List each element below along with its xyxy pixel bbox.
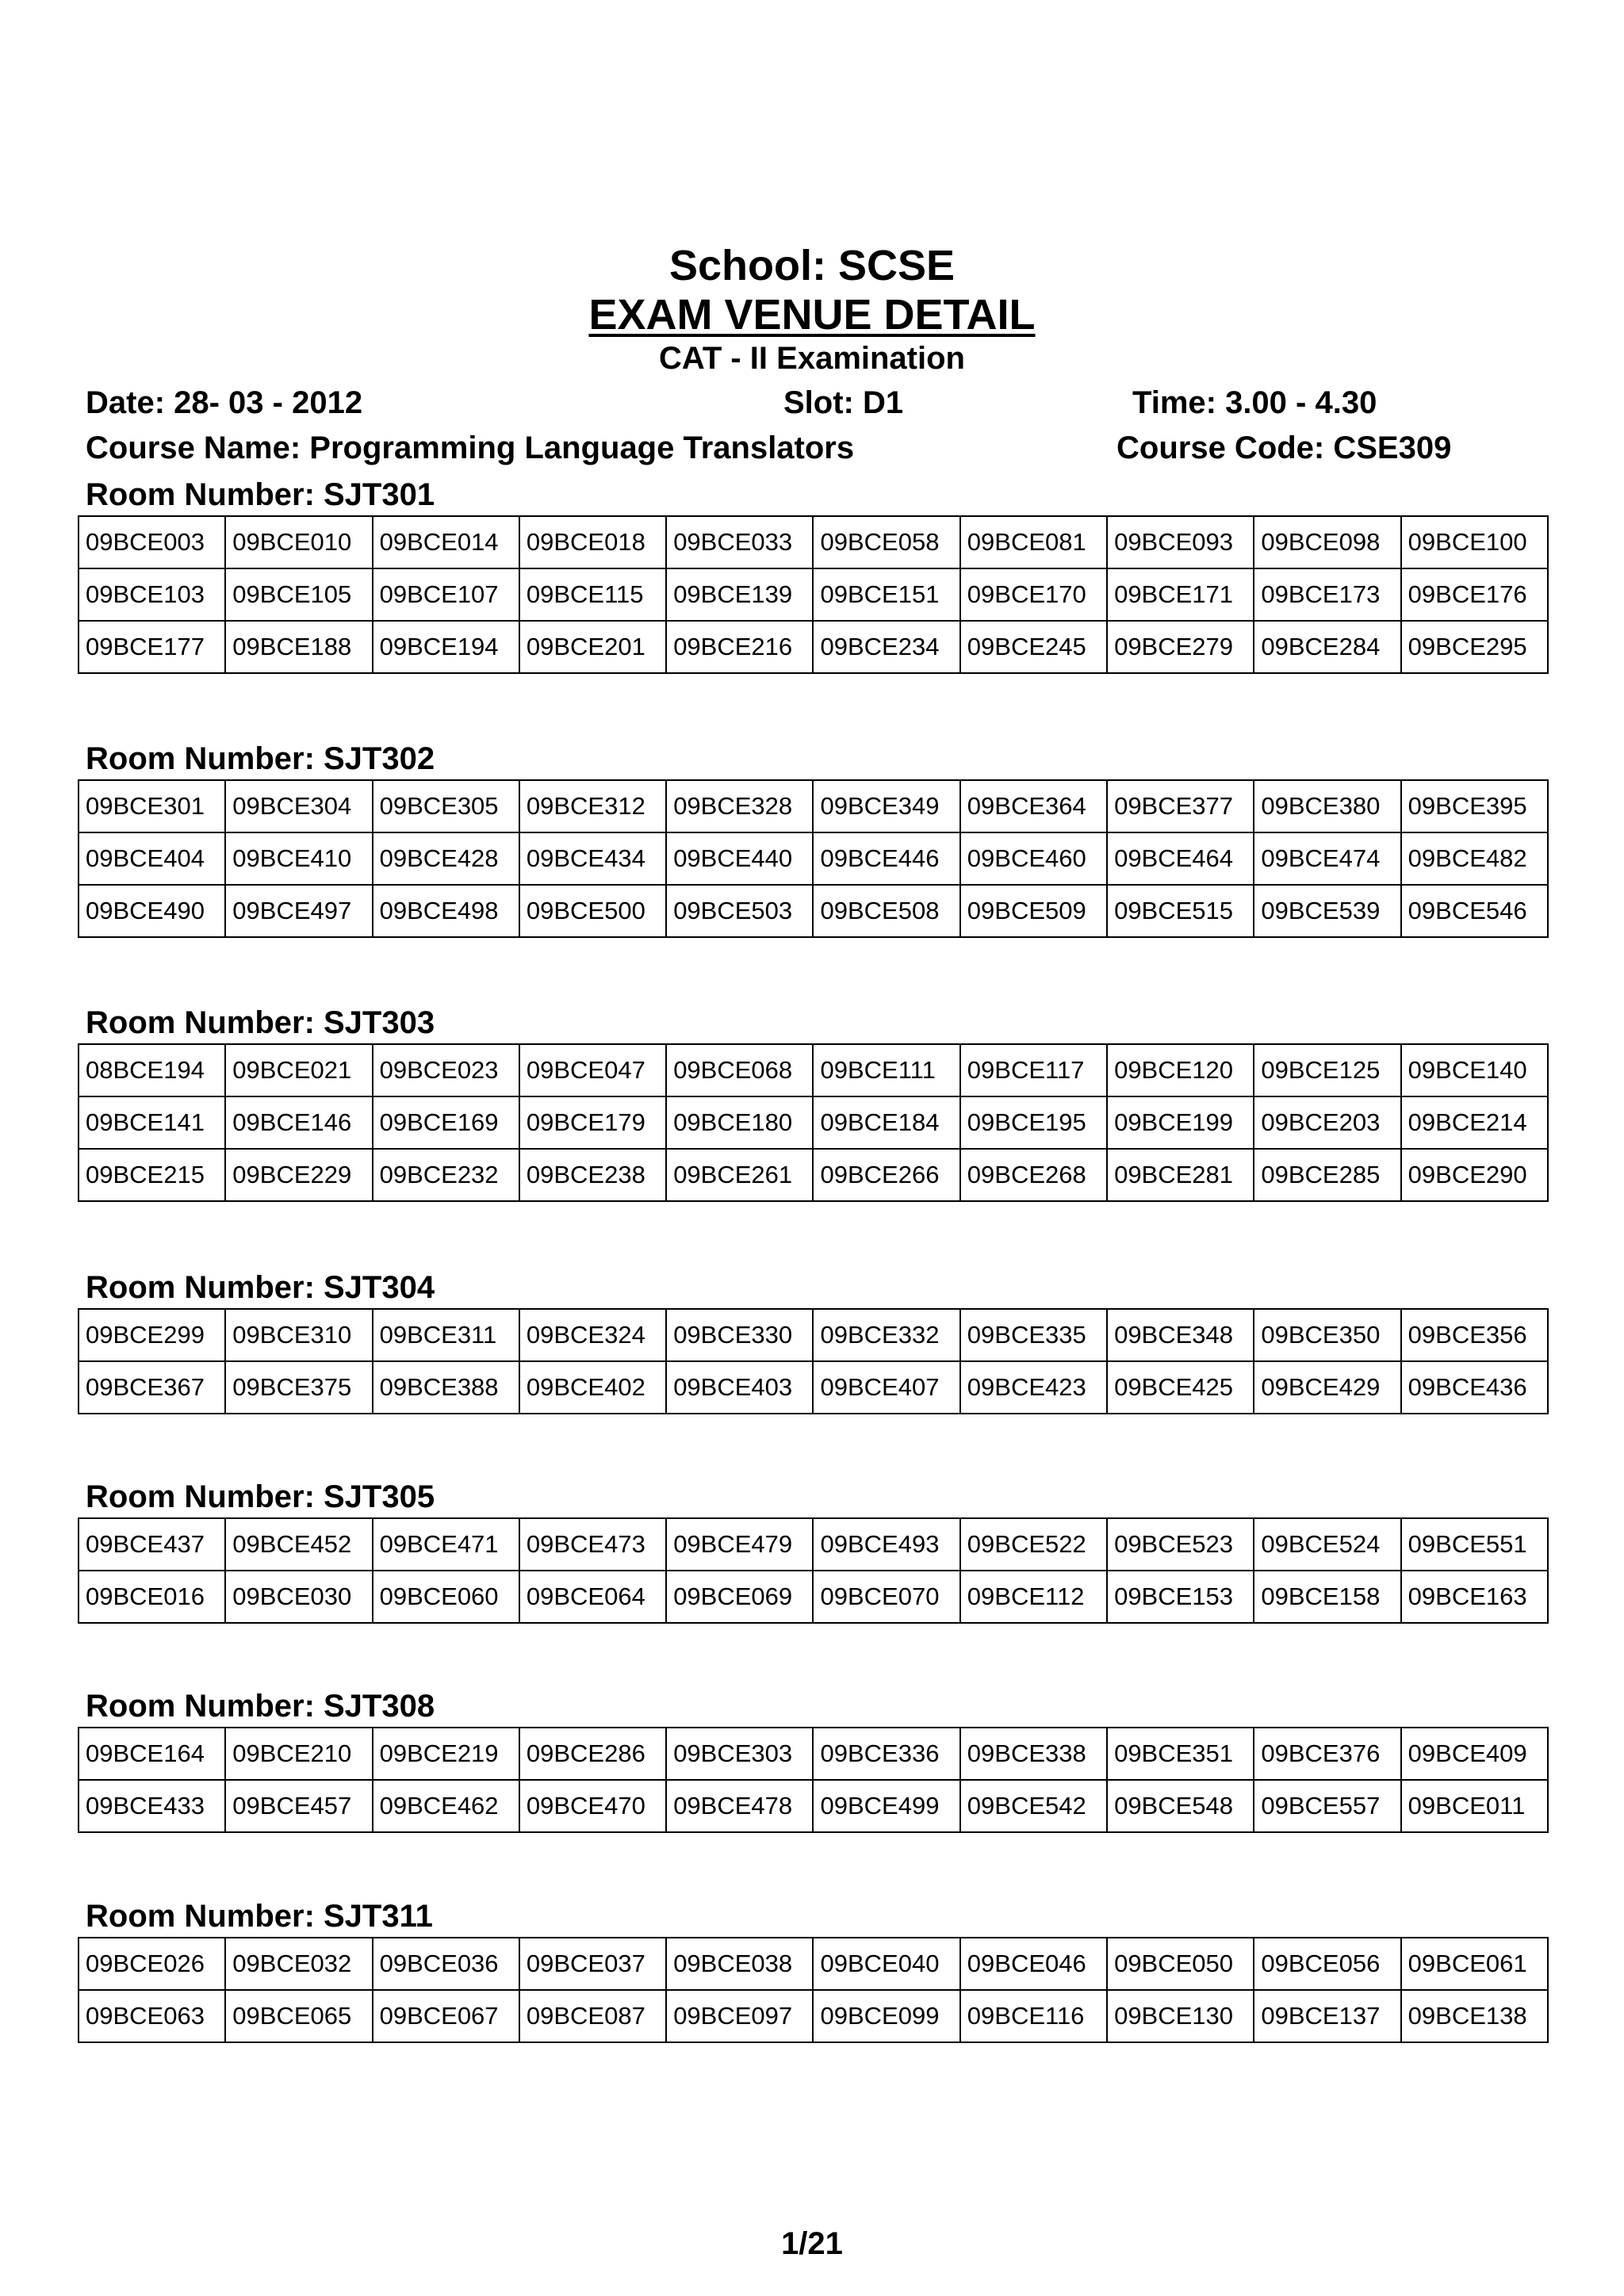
register-number-cell: 09BCE479 xyxy=(666,1518,813,1571)
register-number-cell: 09BCE067 xyxy=(373,1990,519,2042)
register-number-cell: 09BCE164 xyxy=(79,1728,225,1780)
register-number-cell: 09BCE179 xyxy=(519,1096,666,1149)
register-number-cell: 09BCE446 xyxy=(813,832,959,885)
register-number-cell: 09BCE380 xyxy=(1254,780,1400,832)
register-number-cell: 09BCE285 xyxy=(1254,1149,1400,1201)
register-number-cell: 09BCE499 xyxy=(813,1780,959,1832)
register-number-cell: 09BCE070 xyxy=(813,1571,959,1623)
register-number-cell: 09BCE410 xyxy=(225,832,372,885)
register-number-cell: 09BCE245 xyxy=(960,621,1107,673)
register-number-cell: 09BCE180 xyxy=(666,1096,813,1149)
register-number-cell: 09BCE290 xyxy=(1401,1149,1548,1201)
register-number-cell: 09BCE493 xyxy=(813,1518,959,1571)
register-number-table xyxy=(78,1308,1549,1414)
register-number-cell: 09BCE163 xyxy=(1401,1571,1548,1623)
register-number-cell: 09BCE478 xyxy=(666,1780,813,1832)
register-number-cell: 09BCE100 xyxy=(1401,516,1548,568)
register-number-cell: 09BCE335 xyxy=(960,1309,1107,1361)
register-number-cell: 09BCE107 xyxy=(373,568,519,621)
register-number-cell: 09BCE464 xyxy=(1107,832,1254,885)
register-number-cell: 09BCE388 xyxy=(373,1361,519,1414)
register-number-cell: 09BCE023 xyxy=(373,1044,519,1096)
register-number-cell: 09BCE201 xyxy=(519,621,666,673)
register-number-cell: 09BCE229 xyxy=(225,1149,372,1201)
register-number-cell: 09BCE404 xyxy=(79,832,225,885)
register-number-cell: 09BCE087 xyxy=(519,1990,666,2042)
register-number-cell: 09BCE452 xyxy=(225,1518,372,1571)
register-number-cell: 09BCE021 xyxy=(225,1044,372,1096)
register-number-cell: 09BCE036 xyxy=(373,1938,519,1990)
register-number-cell: 09BCE377 xyxy=(1107,780,1254,832)
register-number-cell: 09BCE199 xyxy=(1107,1096,1254,1149)
register-number-cell: 09BCE137 xyxy=(1254,1990,1400,2042)
document-title-text: EXAM VENUE DETAIL xyxy=(588,291,1036,339)
exam-name: CAT - II Examination xyxy=(659,341,965,376)
register-number-cell: 09BCE139 xyxy=(666,568,813,621)
register-number-cell: 09BCE428 xyxy=(373,832,519,885)
register-number-cell: 09BCE434 xyxy=(519,832,666,885)
register-number-cell: 09BCE063 xyxy=(79,1990,225,2042)
table-row xyxy=(79,621,1548,673)
register-number-cell: 09BCE195 xyxy=(960,1096,1107,1149)
register-number-cell: 09BCE210 xyxy=(225,1728,372,1780)
register-number-cell: 09BCE523 xyxy=(1107,1518,1254,1571)
register-number-cell: 09BCE111 xyxy=(813,1044,959,1096)
register-number-cell: 09BCE395 xyxy=(1401,780,1548,832)
table-row xyxy=(79,780,1548,832)
table-row xyxy=(79,1149,1548,1201)
exam-date: Date: 28- 03 - 2012 xyxy=(86,385,363,420)
register-number-cell: 09BCE312 xyxy=(519,780,666,832)
register-number-cell: 09BCE214 xyxy=(1401,1096,1548,1149)
register-number-cell: 09BCE503 xyxy=(666,885,813,937)
register-number-cell: 09BCE010 xyxy=(225,516,372,568)
register-number-cell: 09BCE524 xyxy=(1254,1518,1400,1571)
register-number-cell: 09BCE219 xyxy=(373,1728,519,1780)
register-number-cell: 09BCE238 xyxy=(519,1149,666,1201)
register-number-cell: 09BCE171 xyxy=(1107,568,1254,621)
table-row xyxy=(79,1518,1548,1571)
register-number-cell: 09BCE310 xyxy=(225,1309,372,1361)
room-number-heading: Room Number: SJT305 xyxy=(86,1479,435,1514)
register-number-cell: 09BCE016 xyxy=(79,1571,225,1623)
register-number-table xyxy=(78,1727,1549,1833)
table-row xyxy=(79,1571,1548,1623)
register-number-cell: 09BCE305 xyxy=(373,780,519,832)
register-number-cell: 09BCE115 xyxy=(519,568,666,621)
register-number-table xyxy=(78,515,1549,674)
register-number-cell: 09BCE268 xyxy=(960,1149,1107,1201)
register-number-cell: 09BCE460 xyxy=(960,832,1107,885)
register-number-cell: 09BCE509 xyxy=(960,885,1107,937)
table-row xyxy=(79,1044,1548,1096)
register-number-cell: 09BCE303 xyxy=(666,1728,813,1780)
register-number-cell: 09BCE295 xyxy=(1401,621,1548,673)
register-number-cell: 09BCE311 xyxy=(373,1309,519,1361)
register-number-cell: 09BCE482 xyxy=(1401,832,1548,885)
register-number-cell: 09BCE203 xyxy=(1254,1096,1400,1149)
register-number-cell: 09BCE551 xyxy=(1401,1518,1548,1571)
room-number-heading: Room Number: SJT303 xyxy=(86,1005,435,1040)
table-row xyxy=(79,568,1548,621)
register-number-cell: 09BCE014 xyxy=(373,516,519,568)
exam-slot: Slot: D1 xyxy=(783,385,904,420)
register-number-cell: 09BCE130 xyxy=(1107,1990,1254,2042)
table-row xyxy=(79,1728,1548,1780)
register-number-cell: 09BCE116 xyxy=(960,1990,1107,2042)
register-number-cell: 09BCE429 xyxy=(1254,1361,1400,1414)
register-number-cell: 09BCE177 xyxy=(79,621,225,673)
room-number-heading: Room Number: SJT302 xyxy=(86,741,435,776)
register-number-cell: 09BCE037 xyxy=(519,1938,666,1990)
register-number-cell: 09BCE158 xyxy=(1254,1571,1400,1623)
register-number-cell: 09BCE151 xyxy=(813,568,959,621)
register-number-cell: 09BCE176 xyxy=(1401,568,1548,621)
register-number-cell: 09BCE099 xyxy=(813,1990,959,2042)
register-number-cell: 09BCE497 xyxy=(225,885,372,937)
register-number-cell: 09BCE173 xyxy=(1254,568,1400,621)
register-number-cell: 09BCE032 xyxy=(225,1938,372,1990)
register-number-cell: 09BCE471 xyxy=(373,1518,519,1571)
register-number-cell: 09BCE060 xyxy=(373,1571,519,1623)
register-number-cell: 09BCE522 xyxy=(960,1518,1107,1571)
table-row xyxy=(79,516,1548,568)
register-number-cell: 09BCE068 xyxy=(666,1044,813,1096)
register-number-cell: 09BCE064 xyxy=(519,1571,666,1623)
register-number-cell: 09BCE515 xyxy=(1107,885,1254,937)
register-number-table xyxy=(78,1517,1549,1624)
register-number-cell: 09BCE169 xyxy=(373,1096,519,1149)
exam-time: Time: 3.00 - 4.30 xyxy=(1132,385,1377,420)
course-code: Course Code: CSE309 xyxy=(1116,430,1452,465)
register-number-cell: 09BCE030 xyxy=(225,1571,372,1623)
register-number-cell: 08BCE194 xyxy=(79,1044,225,1096)
register-number-cell: 09BCE146 xyxy=(225,1096,372,1149)
register-number-cell: 09BCE490 xyxy=(79,885,225,937)
register-number-cell: 09BCE457 xyxy=(225,1780,372,1832)
register-number-cell: 09BCE356 xyxy=(1401,1309,1548,1361)
register-number-cell: 09BCE026 xyxy=(79,1938,225,1990)
table-row xyxy=(79,832,1548,885)
register-number-cell: 09BCE153 xyxy=(1107,1571,1254,1623)
register-number-cell: 09BCE003 xyxy=(79,516,225,568)
register-number-cell: 09BCE500 xyxy=(519,885,666,937)
document-title xyxy=(0,289,1624,341)
register-number-cell: 09BCE336 xyxy=(813,1728,959,1780)
register-number-cell: 09BCE364 xyxy=(960,780,1107,832)
register-number-cell: 09BCE281 xyxy=(1107,1149,1254,1201)
school-heading: School: SCSE xyxy=(668,242,956,289)
register-number-cell: 09BCE324 xyxy=(519,1309,666,1361)
table-row xyxy=(79,1990,1548,2042)
table-row xyxy=(79,1096,1548,1149)
register-number-cell: 09BCE332 xyxy=(813,1309,959,1361)
register-number-cell: 09BCE018 xyxy=(519,516,666,568)
register-number-cell: 09BCE058 xyxy=(813,516,959,568)
register-number-cell: 09BCE376 xyxy=(1254,1728,1400,1780)
register-number-cell: 09BCE286 xyxy=(519,1728,666,1780)
register-number-cell: 09BCE470 xyxy=(519,1780,666,1832)
register-number-cell: 09BCE261 xyxy=(666,1149,813,1201)
table-row xyxy=(79,885,1548,937)
register-number-cell: 09BCE188 xyxy=(225,621,372,673)
register-number-cell: 09BCE279 xyxy=(1107,621,1254,673)
register-number-cell: 09BCE093 xyxy=(1107,516,1254,568)
room-number-heading: Room Number: SJT304 xyxy=(86,1270,435,1305)
register-number-cell: 09BCE050 xyxy=(1107,1938,1254,1990)
register-number-cell: 09BCE330 xyxy=(666,1309,813,1361)
register-number-cell: 09BCE065 xyxy=(225,1990,372,2042)
register-number-table xyxy=(78,779,1549,938)
register-number-cell: 09BCE542 xyxy=(960,1780,1107,1832)
register-number-cell: 09BCE304 xyxy=(225,780,372,832)
table-row xyxy=(79,1309,1548,1361)
register-number-cell: 09BCE508 xyxy=(813,885,959,937)
register-number-cell: 09BCE125 xyxy=(1254,1044,1400,1096)
register-number-table xyxy=(78,1043,1549,1202)
register-number-cell: 09BCE140 xyxy=(1401,1044,1548,1096)
register-number-cell: 09BCE105 xyxy=(225,568,372,621)
register-number-cell: 09BCE194 xyxy=(373,621,519,673)
register-number-cell: 09BCE348 xyxy=(1107,1309,1254,1361)
register-number-cell: 09BCE473 xyxy=(519,1518,666,1571)
register-number-table xyxy=(78,1937,1549,2043)
register-number-cell: 09BCE328 xyxy=(666,780,813,832)
register-number-cell: 09BCE402 xyxy=(519,1361,666,1414)
register-number-cell: 09BCE266 xyxy=(813,1149,959,1201)
register-number-cell: 09BCE301 xyxy=(79,780,225,832)
register-number-cell: 09BCE232 xyxy=(373,1149,519,1201)
register-number-cell: 09BCE069 xyxy=(666,1571,813,1623)
table-row xyxy=(79,1938,1548,1990)
register-number-cell: 09BCE056 xyxy=(1254,1938,1400,1990)
register-number-cell: 09BCE557 xyxy=(1254,1780,1400,1832)
register-number-cell: 09BCE367 xyxy=(79,1361,225,1414)
register-number-cell: 09BCE120 xyxy=(1107,1044,1254,1096)
register-number-cell: 09BCE349 xyxy=(813,780,959,832)
register-number-cell: 09BCE462 xyxy=(373,1780,519,1832)
register-number-cell: 09BCE011 xyxy=(1401,1780,1548,1832)
register-number-cell: 09BCE351 xyxy=(1107,1728,1254,1780)
table-row xyxy=(79,1780,1548,1832)
page-number: 1/21 xyxy=(781,2226,843,2261)
register-number-cell: 09BCE097 xyxy=(666,1990,813,2042)
register-number-cell: 09BCE548 xyxy=(1107,1780,1254,1832)
register-number-cell: 09BCE215 xyxy=(79,1149,225,1201)
register-number-cell: 09BCE047 xyxy=(519,1044,666,1096)
register-number-cell: 09BCE098 xyxy=(1254,516,1400,568)
register-number-cell: 09BCE423 xyxy=(960,1361,1107,1414)
register-number-cell: 09BCE046 xyxy=(960,1938,1107,1990)
register-number-cell: 09BCE061 xyxy=(1401,1938,1548,1990)
room-number-heading: Room Number: SJT308 xyxy=(86,1689,435,1724)
register-number-cell: 09BCE038 xyxy=(666,1938,813,1990)
register-number-cell: 09BCE117 xyxy=(960,1044,1107,1096)
register-number-cell: 09BCE033 xyxy=(666,516,813,568)
table-row xyxy=(79,1361,1548,1414)
register-number-cell: 09BCE425 xyxy=(1107,1361,1254,1414)
register-number-cell: 09BCE433 xyxy=(79,1780,225,1832)
room-number-heading: Room Number: SJT301 xyxy=(86,477,435,512)
register-number-cell: 09BCE141 xyxy=(79,1096,225,1149)
register-number-cell: 09BCE407 xyxy=(813,1361,959,1414)
register-number-cell: 09BCE284 xyxy=(1254,621,1400,673)
register-number-cell: 09BCE539 xyxy=(1254,885,1400,937)
register-number-cell: 09BCE112 xyxy=(960,1571,1107,1623)
register-number-cell: 09BCE216 xyxy=(666,621,813,673)
register-number-cell: 09BCE138 xyxy=(1401,1990,1548,2042)
register-number-cell: 09BCE409 xyxy=(1401,1728,1548,1780)
register-number-cell: 09BCE081 xyxy=(960,516,1107,568)
register-number-cell: 09BCE546 xyxy=(1401,885,1548,937)
register-number-cell: 09BCE234 xyxy=(813,621,959,673)
register-number-cell: 09BCE338 xyxy=(960,1728,1107,1780)
register-number-cell: 09BCE437 xyxy=(79,1518,225,1571)
register-number-cell: 09BCE403 xyxy=(666,1361,813,1414)
register-number-cell: 09BCE498 xyxy=(373,885,519,937)
register-number-cell: 09BCE440 xyxy=(666,832,813,885)
register-number-cell: 09BCE436 xyxy=(1401,1361,1548,1414)
register-number-cell: 09BCE040 xyxy=(813,1938,959,1990)
register-number-cell: 09BCE170 xyxy=(960,568,1107,621)
register-number-cell: 09BCE299 xyxy=(79,1309,225,1361)
register-number-cell: 09BCE103 xyxy=(79,568,225,621)
room-number-heading: Room Number: SJT311 xyxy=(86,1899,433,1934)
course-name: Course Name: Programming Language Translators xyxy=(86,430,855,465)
register-number-cell: 09BCE375 xyxy=(225,1361,372,1414)
register-number-cell: 09BCE184 xyxy=(813,1096,959,1149)
register-number-cell: 09BCE474 xyxy=(1254,832,1400,885)
register-number-cell: 09BCE350 xyxy=(1254,1309,1400,1361)
